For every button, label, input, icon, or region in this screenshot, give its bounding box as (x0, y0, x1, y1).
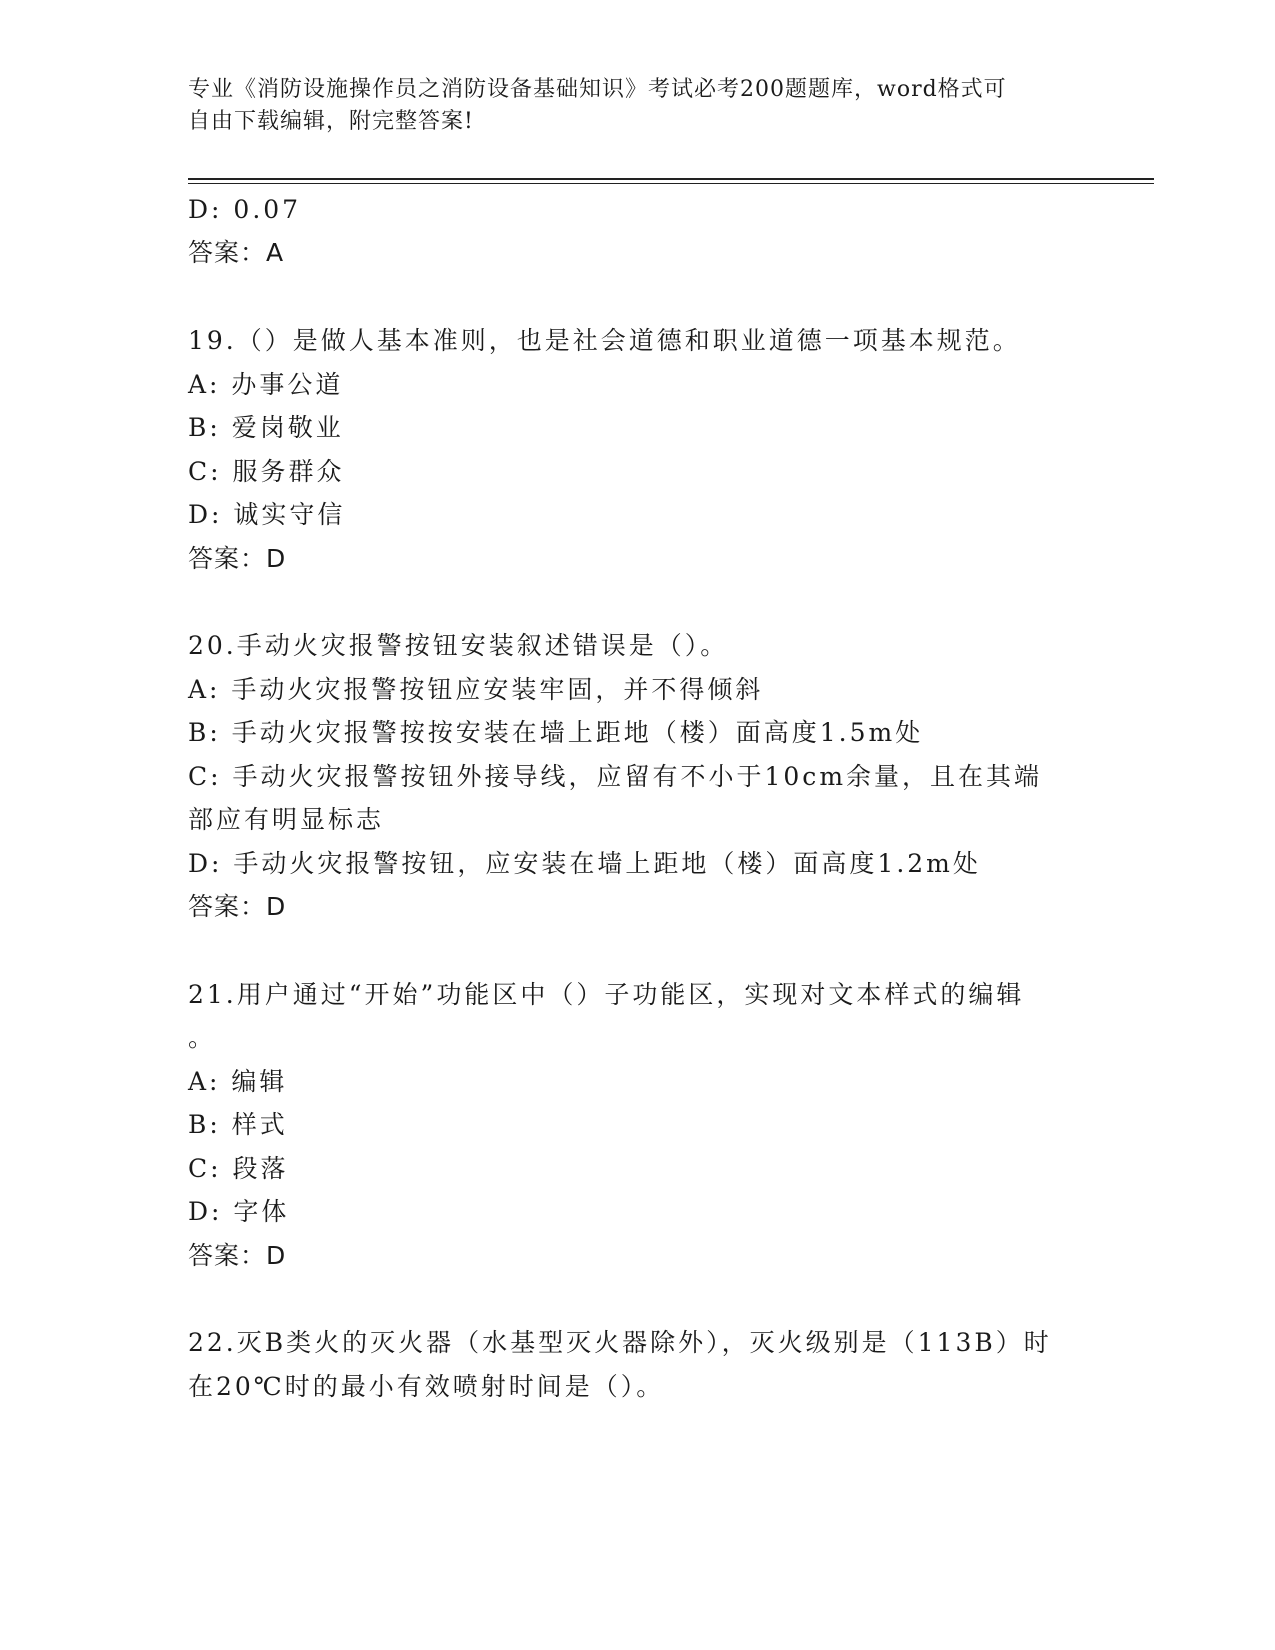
option-d: D: 0.07 (188, 195, 302, 224)
answer-line: 答案：D (188, 544, 287, 573)
answer-line: 答案：D (188, 892, 287, 921)
question-stem: 20.手动火灾报警按钮安装叙述错误是（）。 (188, 631, 729, 660)
header-title-line2: 自由下载编辑，附完整答案! (188, 109, 474, 134)
question-stem: 21.用户通过“开始”功能区中（）子功能区，实现对文本样式的编辑 (188, 980, 1025, 1009)
option-b: B: 爱岗敬业 (188, 413, 344, 442)
page-header (188, 74, 1068, 138)
question-stem-continued: 。 (188, 1023, 217, 1052)
option-c: C: 手动火灾报警按钮外接导线，应留有不小于10cm余量，且在其端 (188, 762, 1043, 791)
question-stem: 19.（）是做人基本准则，也是社会道德和职业道德一项基本规范。 (188, 326, 1021, 355)
question-stem-continued: 在20℃时的最小有效喷射时间是（）。 (188, 1372, 665, 1401)
option-d: D: 字体 (188, 1197, 290, 1226)
option-c: C: 服务群众 (188, 457, 345, 486)
option-a: A: 办事公道 (188, 370, 344, 399)
option-c-continued: 部应有明显标志 (188, 805, 385, 834)
option-a: A: 手动火灾报警按钮应安装牢固，并不得倾斜 (188, 675, 764, 704)
option-b: B: 样式 (188, 1110, 288, 1139)
option-d: D: 手动火灾报警按钮，应安装在墙上距地（楼）面高度1.2m处 (188, 849, 981, 878)
option-c: C: 段落 (188, 1154, 289, 1183)
header-rule (188, 178, 1154, 180)
header-title-line1: 专业《消防设施操作员之消防设备基础知识》考试必考200题题库，word格式可 (188, 77, 1007, 102)
answer-line: 答案：A (188, 238, 285, 267)
option-a: A: 编辑 (188, 1067, 288, 1096)
option-b: B: 手动火灾报警按按安装在墙上距地（楼）面高度1.5m处 (188, 718, 924, 747)
answer-line: 答案：D (188, 1241, 287, 1270)
header-rule-thin (188, 183, 1154, 184)
question-stem: 22.灭B类火的灭火器（水基型灭火器除外），灭火级别是（113B）时 (188, 1328, 1052, 1357)
option-d: D: 诚实守信 (188, 500, 346, 529)
